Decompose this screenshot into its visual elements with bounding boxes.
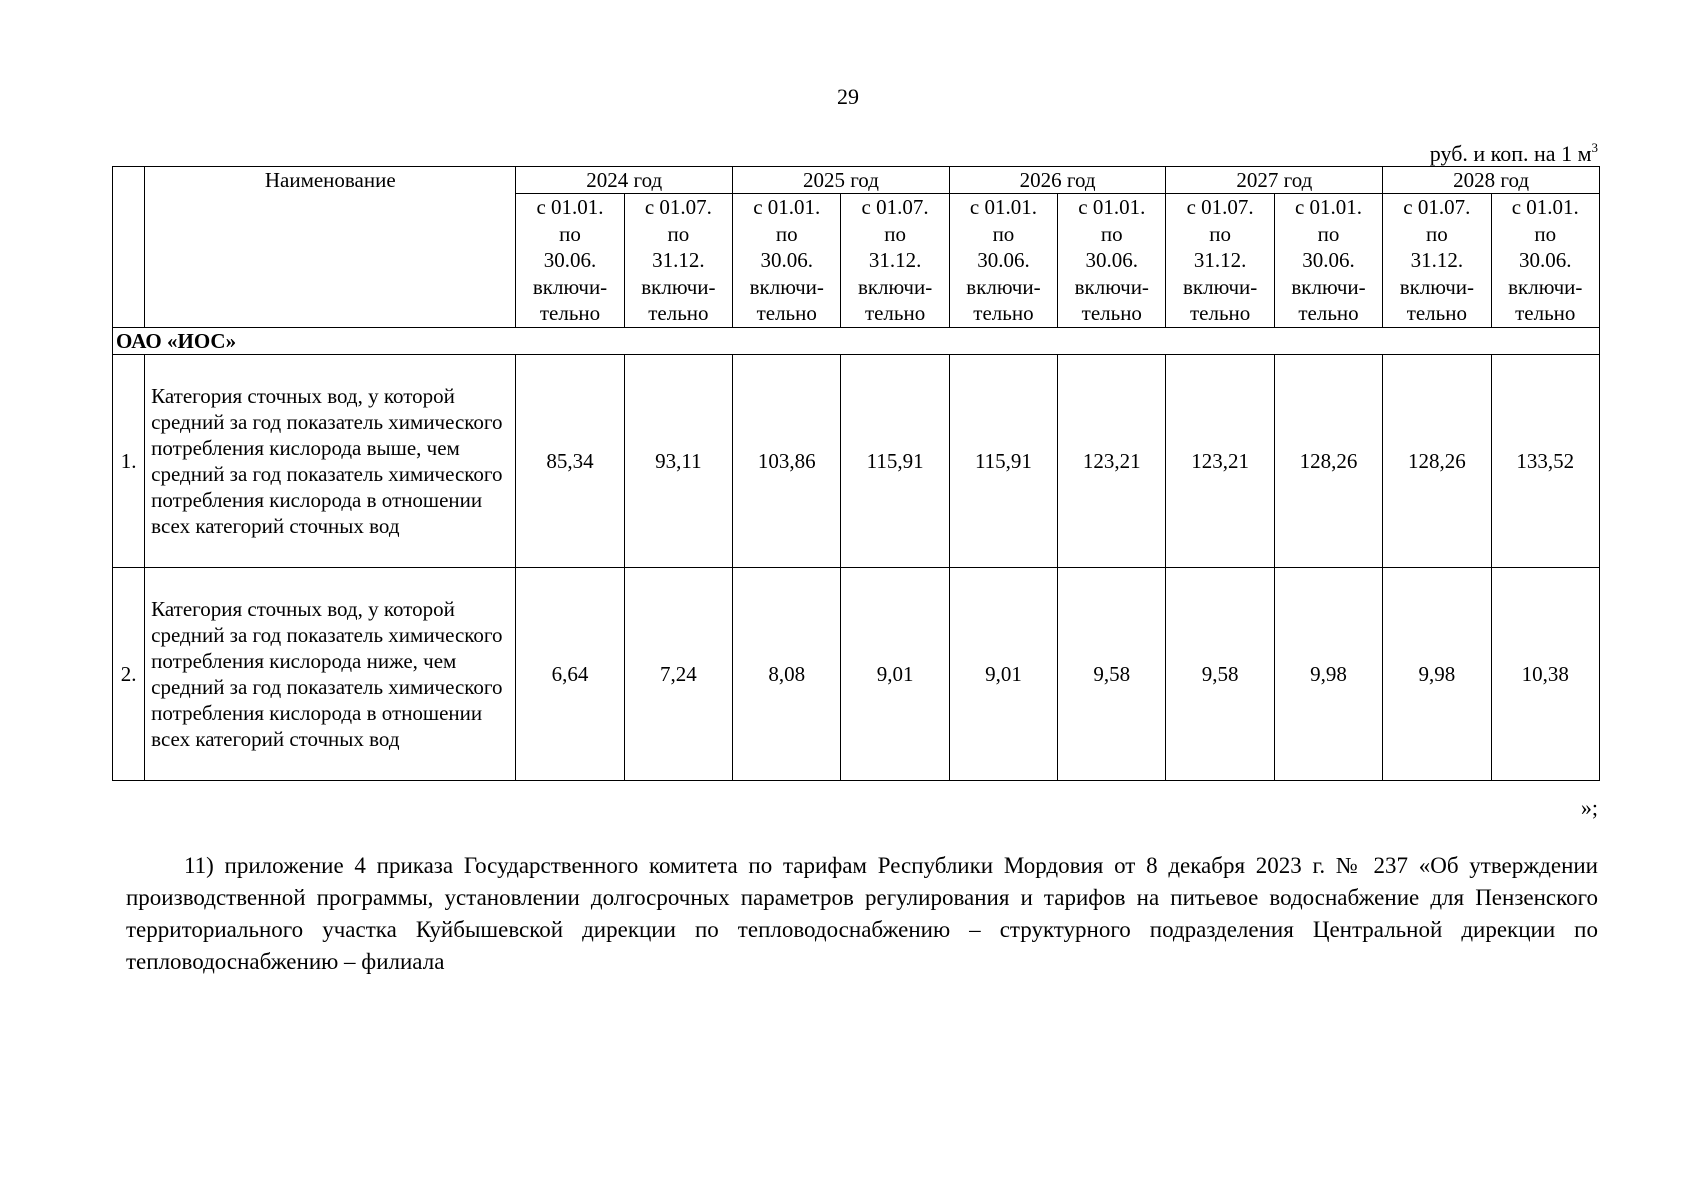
table-row <box>113 567 1600 780</box>
page-number: 29 <box>837 84 859 109</box>
closing-quote: »; <box>1580 795 1598 820</box>
tariff-value: 6,64 <box>516 567 624 780</box>
year-header: 2024 год <box>516 167 733 194</box>
period-header: с 01.07. по 31.12. включи- тельно <box>1383 194 1491 328</box>
row-number: 2. <box>113 567 145 780</box>
tariff-value: 8,08 <box>733 567 841 780</box>
tariff-value: 7,24 <box>624 567 732 780</box>
year-header: 2026 год <box>949 167 1166 194</box>
tariff-value: 9,98 <box>1383 567 1491 780</box>
tariff-table <box>112 166 1600 781</box>
tariff-value: 103,86 <box>733 354 841 567</box>
period-header: с 01.01. по 30.06. включи- тельно <box>1058 194 1166 328</box>
period-header: с 01.01. по 30.06. включи- тельно <box>733 194 841 328</box>
tariff-value: 123,21 <box>1058 354 1166 567</box>
name-header: Наименование <box>145 167 516 328</box>
tariff-value: 9,01 <box>841 567 949 780</box>
tariff-value: 133,52 <box>1491 354 1599 567</box>
year-header: 2028 год <box>1383 167 1600 194</box>
tariff-value: 9,98 <box>1274 567 1382 780</box>
row-number: 1. <box>113 354 145 567</box>
row-name: Категория сточных вод, у которой средний за год показатель химического потребления кислорода ниже, чем средний за год показатель химического потребления кислорода в отношении всех категорий сточных вод <box>145 567 516 780</box>
org-row <box>113 327 1600 354</box>
tariff-value: 128,26 <box>1383 354 1491 567</box>
body-paragraph: 11) приложение 4 приказа Государственного комитета по тарифам Республики Мордовия от 8 декабря 2023 г. № 237 «Об утверждении производственной программы, установлении долгосрочных параметров регулирования и тарифов на питьевое водоснабжение для Пензенского территориального участка Куйбышевской дирекции по тепловодоснабжению – структурного подразделения Центральной дирекции по тепловодоснабжению – филиала <box>126 853 1598 974</box>
tariff-value: 115,91 <box>841 354 949 567</box>
year-header-row <box>113 167 1600 194</box>
period-header: с 01.01. по 30.06. включи- тельно <box>1491 194 1599 328</box>
tariff-value: 123,21 <box>1166 354 1274 567</box>
tariff-value: 9,58 <box>1058 567 1166 780</box>
period-header: с 01.07. по 31.12. включи- тельно <box>841 194 949 328</box>
tariff-value: 9,01 <box>949 567 1057 780</box>
tariff-value: 115,91 <box>949 354 1057 567</box>
year-header: 2025 год <box>733 167 950 194</box>
table-row <box>113 354 1600 567</box>
num-header-cell <box>113 167 145 328</box>
period-header: с 01.07. по 31.12. включи- тельно <box>1166 194 1274 328</box>
row-name: Категория сточных вод, у которой средний за год показатель химического потребления кислорода выше, чем средний за год показатель химического потребления кислорода в отношении всех категорий сточных вод <box>145 354 516 567</box>
org-name: ОАО «ИОС» <box>113 327 1600 354</box>
tariff-value: 128,26 <box>1274 354 1382 567</box>
units-text: руб. и коп. на 1 м <box>1429 141 1592 166</box>
units-label <box>1150 140 1598 167</box>
period-header: с 01.01. по 30.06. включи- тельно <box>516 194 624 328</box>
tariff-value: 93,11 <box>624 354 732 567</box>
period-header: с 01.01. по 30.06. включи- тельно <box>1274 194 1382 328</box>
tariff-value: 85,34 <box>516 354 624 567</box>
units-superscript: 3 <box>1591 140 1598 155</box>
period-header: с 01.01. по 30.06. включи- тельно <box>949 194 1057 328</box>
year-header: 2027 год <box>1166 167 1383 194</box>
tariff-value: 10,38 <box>1491 567 1599 780</box>
tariff-value: 9,58 <box>1166 567 1274 780</box>
period-header: с 01.07. по 31.12. включи- тельно <box>624 194 732 328</box>
